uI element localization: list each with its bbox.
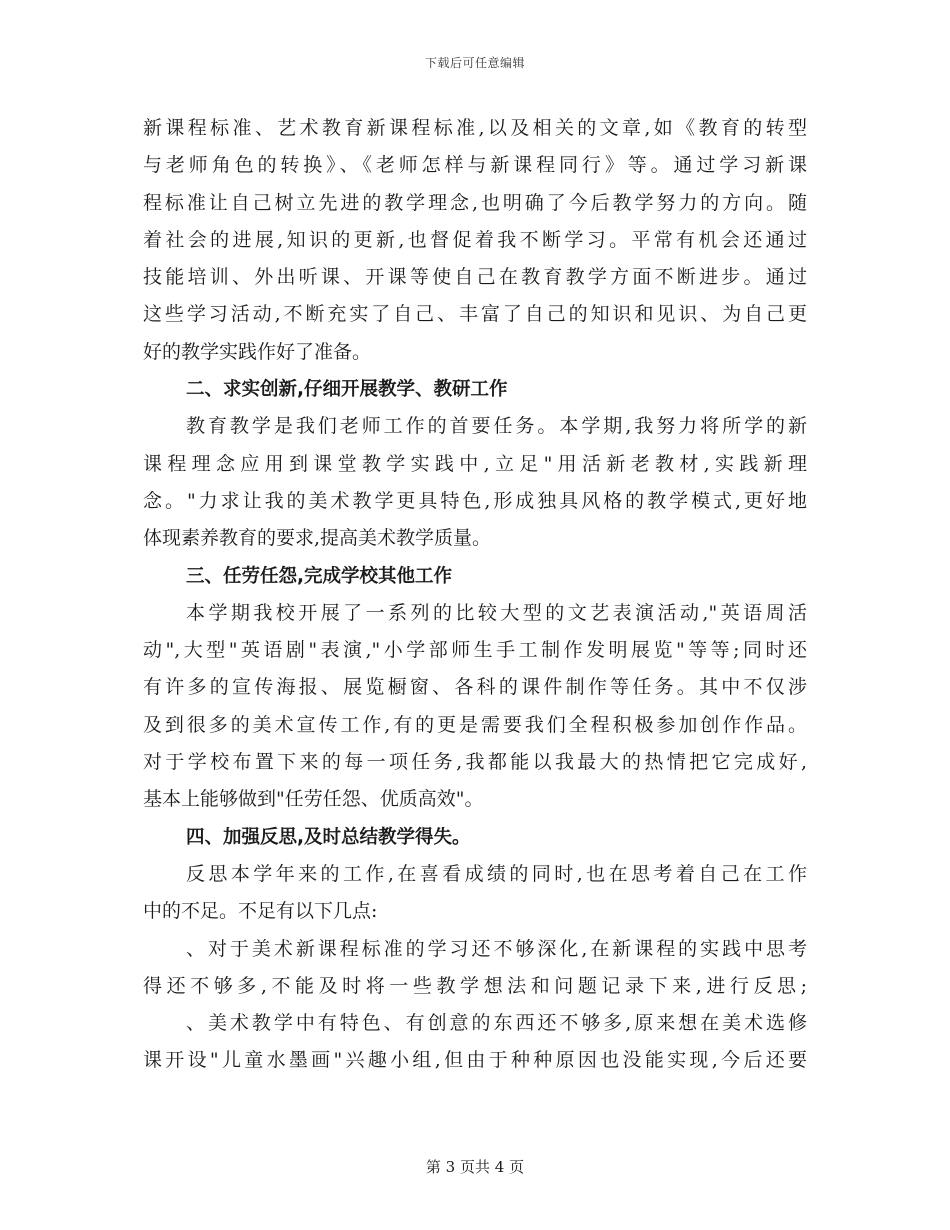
text-line: 得还不够多,不能及时将一些教学想法和问题记录下来,进行反思; bbox=[143, 974, 807, 997]
page-header: 下载后可任意编辑 bbox=[424, 56, 525, 70]
text-line: 与老师角色的转换》、《老师怎样与新课程同行》等。通过学习新课 bbox=[143, 154, 807, 177]
list-item: 、美术教学中有特色、有创意的东西还不够多,原来想在美术选修 bbox=[186, 1012, 807, 1035]
section-heading: 四、加强反思,及时总结教学得失。 bbox=[186, 826, 471, 848]
paragraph-start: 反思本学年来的工作,在喜看成绩的同时,也在思考着自己在工作 bbox=[186, 862, 807, 885]
text-line: 体现素养教育的要求,提高美术教学质量。 bbox=[143, 527, 492, 550]
section-heading: 三、任劳任怨,完成学校其他工作 bbox=[186, 565, 453, 587]
text-line: 新课程标准、艺术教育新课程标准,以及相关的文章,如《教育的转型 bbox=[143, 117, 807, 139]
text-line: 对于学校布置下来的每一项任务,我都能以我最大的热情把它完成好, bbox=[143, 751, 807, 774]
text-line: 及到很多的美术宣传工作,有的更是需要我们全程积极参加创作作品。 bbox=[143, 713, 807, 736]
document-body bbox=[143, 110, 807, 1080]
text-line: 中的不足。不足有以下几点: bbox=[143, 900, 378, 923]
section-heading: 二、求实创新,仔细开展教学、教研工作 bbox=[186, 379, 508, 401]
text-line: 有许多的宣传海报、展览橱窗、各科的课件制作等任务。其中不仅涉 bbox=[143, 676, 807, 699]
text-line: 程标准让自己树立先进的教学理念,也明确了今后教学努力的方向。随 bbox=[143, 191, 807, 214]
text-line: 着社会的进展,知识的更新,也督促着我不断学习。平常有机会还通过 bbox=[143, 228, 807, 251]
text-line: 技能培训、外出听课、开课等使自己在教育教学方面不断进步。通过 bbox=[143, 266, 807, 289]
paragraph-start: 本学期我校开展了一系列的比较大型的文艺表演活动,"英语周活 bbox=[186, 601, 807, 624]
text-line: 念。"力求让我的美术教学更具特色,形成独具风格的教学模式,更好地 bbox=[143, 489, 807, 512]
text-line: 课程理念应用到课堂教学实践中,立足"用活新老教材,实践新理 bbox=[143, 452, 807, 475]
paragraph-start: 教育教学是我们老师工作的首要任务。本学期,我努力将所学的新 bbox=[186, 415, 807, 438]
text-line: 动",大型"英语剧"表演,"小学部师生手工制作发明展览"等等;同时还 bbox=[143, 639, 807, 662]
page-number-footer: 第 3 页共 4 页 bbox=[425, 1158, 525, 1176]
text-line: 这些学习活动,不断充实了自己、丰富了自己的知识和见识、为自己更 bbox=[143, 303, 807, 326]
text-line: 基本上能够做到"任劳任怨、优质高效"。 bbox=[143, 788, 484, 811]
text-line: 课开设"儿童水墨画"兴趣小组,但由于种种原因也没能实现,今后还要 bbox=[143, 1049, 807, 1072]
list-item: 、对于美术新课程标准的学习还不够深化,在新课程的实践中思考 bbox=[186, 937, 807, 960]
text-line: 好的教学实践作好了准备。 bbox=[143, 340, 372, 363]
